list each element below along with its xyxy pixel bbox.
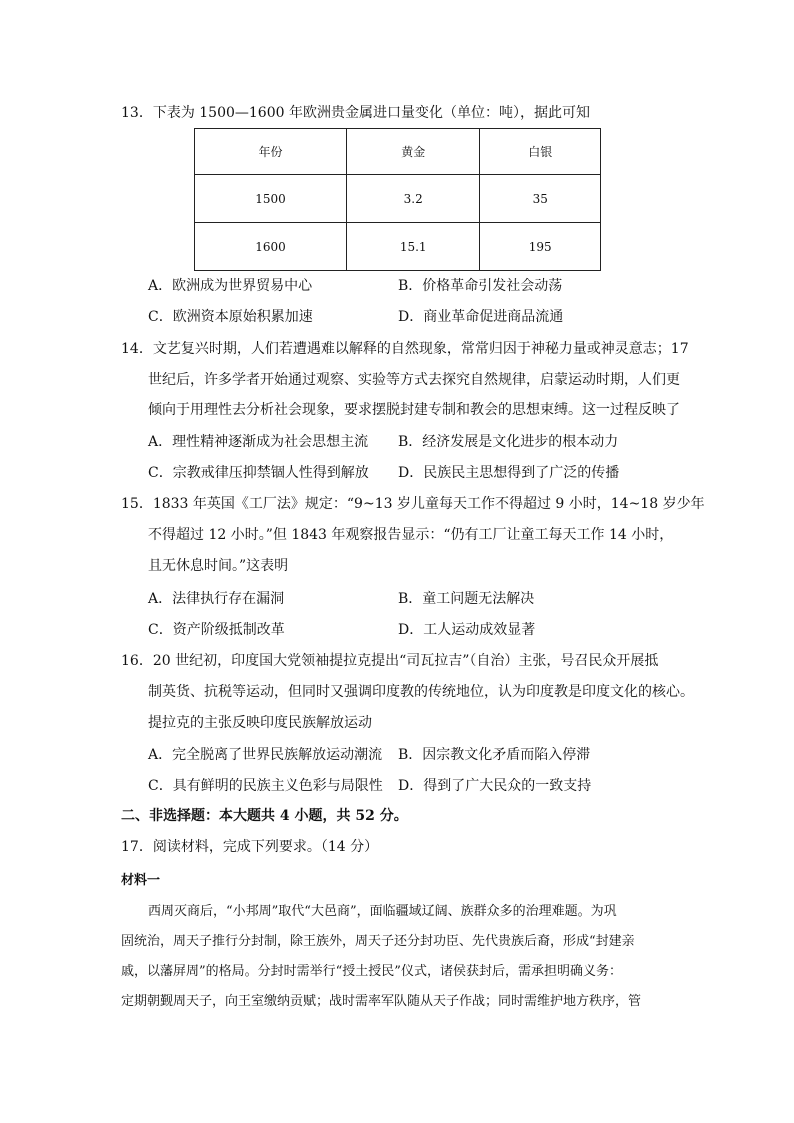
q17-stem: 17．阅读材料，完成下列要求。（14 分） <box>121 839 379 855</box>
q13-option-a[interactable]: A．欧洲成为世界贸易中心 <box>148 278 313 294</box>
q15-option-c[interactable]: C．资产阶级抵制改革 <box>148 622 285 638</box>
material-line2: 固统治，周天子推行分封制，除王族外，周天子还分封功臣、先代贵族后裔，形成“封建亲 <box>121 934 635 949</box>
material-title: 材料一 <box>121 873 161 888</box>
q14-stem-line2: 世纪后，许多学者开始通过观察、实验等方式去探究自然规律，启蒙运动时期，人们更 <box>148 372 680 388</box>
q14-option-d[interactable]: D．民族民主思想得到了广泛的传播 <box>398 465 620 481</box>
q16-stem-line1: 16．20 世纪初，印度国大党领袖提拉克提出“司瓦拉吉”（自治）主张，号召民众开展抵 <box>121 653 659 669</box>
q14-stem-line1: 14．文艺复兴时期，人们若遭遇难以解释的自然现象，常常归因于神秘力量或神灵意志；17 <box>121 341 689 357</box>
q15-stem-line2: 不得超过 12 小时。”但 1843 年观察报告显示：“仍有工厂让童工每天工作 14 小时， <box>148 527 674 543</box>
table-row <box>195 175 601 223</box>
header-gold: 黄金 <box>346 129 480 175</box>
q13-option-b[interactable]: B．价格革命引发社会动荡 <box>398 278 563 294</box>
cell-year: 1500 <box>195 175 347 223</box>
header-year: 年份 <box>195 129 347 175</box>
material-line3: 戚，以藩屏周”的格局。分封时需举行“授土授民”仪式，诸侯获封后，需承担明确义务： <box>121 964 622 979</box>
q16-option-b[interactable]: B．因宗教文化矛盾而陷入停滞 <box>398 747 591 763</box>
q13-option-d[interactable]: D．商业革命促进商品流通 <box>398 309 564 325</box>
q16-option-d[interactable]: D．得到了广大民众的一致支持 <box>398 778 592 794</box>
cell-year: 1600 <box>195 223 347 271</box>
q15-stem-line1: 15．1833 年英国《工厂法》规定：“9~13 岁儿童每天工作不得超过 9 小时，14~18 岁少年 <box>121 496 705 512</box>
cell-gold: 15.1 <box>346 223 480 271</box>
material-line4: 定期朝觐周天子，向王室缴纳贡赋；战时需率军队随从天子作战；同时需维护地方秩序，管 <box>121 994 642 1009</box>
q13-stem: 13．下表为 1500—1600 年欧洲贵金属进口量变化（单位：吨），据此可知 <box>121 105 590 121</box>
q13-option-c[interactable]: C．欧洲资本原始积累加速 <box>148 309 313 325</box>
q14-option-c[interactable]: C．宗教戒律压抑禁锢人性得到解放 <box>148 465 369 481</box>
table-row <box>195 223 601 271</box>
q16-stem-line2: 制英货、抗税等运动，但同时又强调印度教的传统地位，认为印度教是印度文化的核心。 <box>148 684 694 700</box>
cell-silver: 35 <box>480 175 601 223</box>
q16-stem-line3: 提拉克的主张反映印度民族解放运动 <box>148 715 372 731</box>
material-line1: 西周灭商后，“小邦周”取代“大邑商”，面临疆域辽阔、族群众多的治理难题。为巩 <box>148 904 617 919</box>
q15-option-d[interactable]: D．工人运动成效显著 <box>398 622 536 638</box>
section-heading: 二、非选择题：本大题共 4 小题，共 52 分。 <box>121 808 408 824</box>
q15-stem-line3: 且无休息时间。”这表明 <box>148 558 289 574</box>
q14-stem-line3: 倾向于用理性去分析社会现象，要求摆脱封建专制和教会的思想束缚。这一过程反映了 <box>148 402 680 418</box>
q14-option-a[interactable]: A．理性精神逐渐成为社会思想主流 <box>148 434 369 450</box>
precious-metal-table <box>194 128 601 271</box>
q15-option-a[interactable]: A．法律执行存在漏洞 <box>148 591 285 607</box>
q15-option-b[interactable]: B．童工问题无法解决 <box>398 591 535 607</box>
cell-gold: 3.2 <box>346 175 480 223</box>
header-silver: 白银 <box>480 129 601 175</box>
q16-option-a[interactable]: A．完全脱离了世界民族解放运动潮流 <box>148 747 383 763</box>
q16-option-c[interactable]: C．具有鲜明的民族主义色彩与局限性 <box>148 778 383 794</box>
q14-option-b[interactable]: B．经济发展是文化进步的根本动力 <box>398 434 619 450</box>
cell-silver: 195 <box>480 223 601 271</box>
